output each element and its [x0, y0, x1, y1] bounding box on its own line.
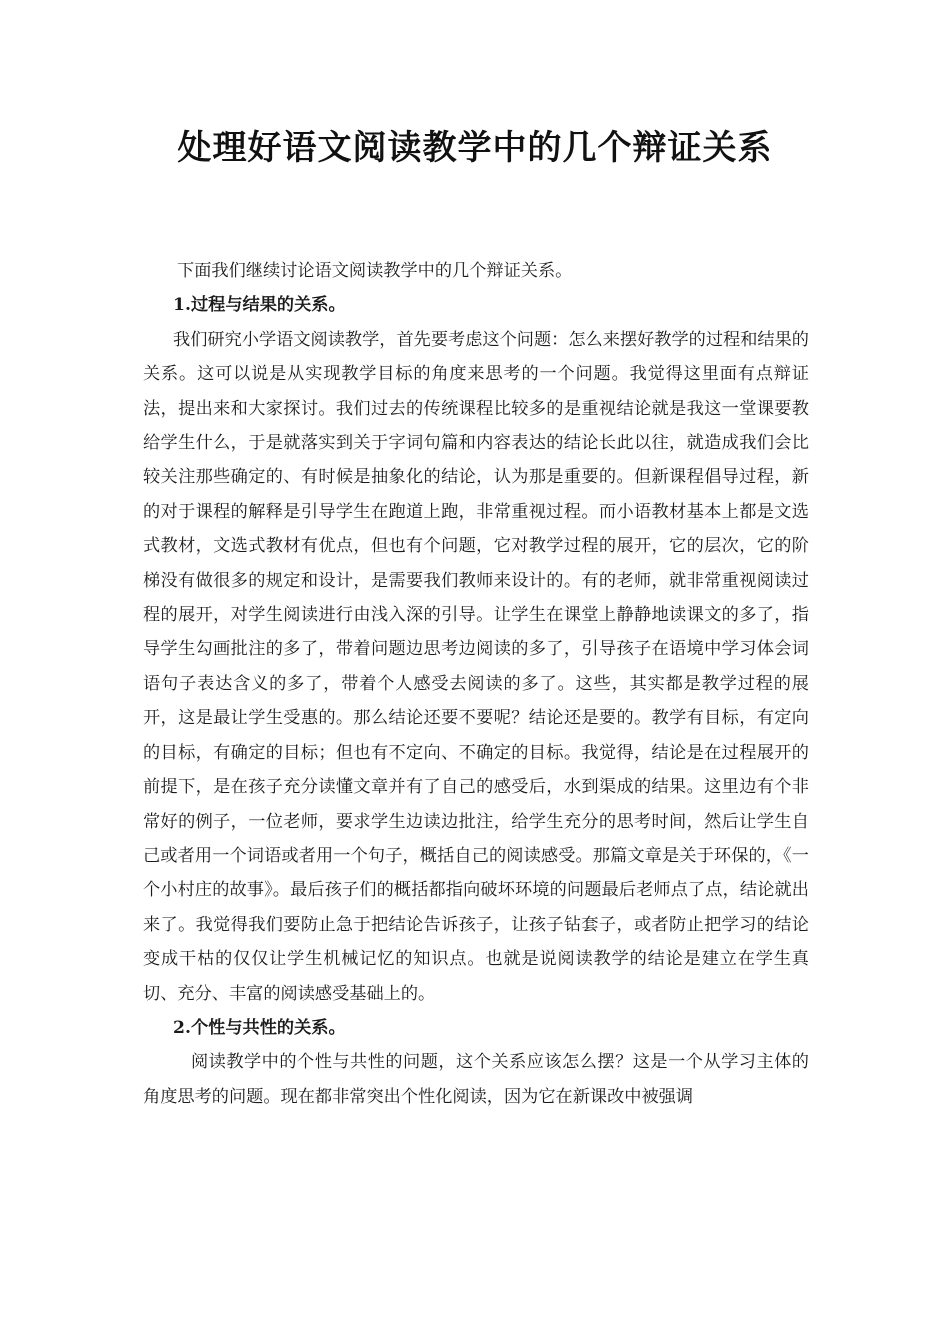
- section-heading-individuality-commonality: 2.个性与共性的关系。: [173, 1017, 346, 1038]
- section-heading-process-result: 1.过程与结果的关系。: [173, 295, 346, 316]
- document-body: [143, 254, 809, 1114]
- intro-paragraph: 下面我们继续讨论语文阅读教学中的几个辩证关系。: [177, 261, 573, 281]
- document-title: 处理好语文阅读教学中的几个辩证关系: [177, 128, 773, 168]
- section-body-process-result: 我们研究小学语文阅读教学，首先要考虑这个问题：怎么来摆好教学的过程和结果的关系。这可以说是从实现教学目标的角度来思考的一个问题。我觉得这里面有点辩证法，提出来和大家探讨。我们过去的传统课程比较多的是重视结论就是我这一堂课要教给学生什么，于是就落实到关于字词句篇和内容表达的结论长此以往，就造成我们会比较关注那些确定的、有时候是抽象化的结论，认为那是重要的。但新课程倡导过程，新的对于课程的解释是引导学生在跑道上跑，非常重视过程。而小语教材基本上都是文选式教材，文选式教材有优点，但也有个问题，它对教学过程的展开，它的层次，它的阶梯没有做很多的规定和设计，是需要我们教师来设计的。有的老师，就非常重视阅读过程的展开，对学生阅读进行由浅入深的引导。让学生在课堂上静静地读课文的多了，指导学生勾画批注的多了，带着问题边思考边阅读的多了，引导孩子在语境中学习体会词语句子表达含义的多了，带着个人感受去阅读的多了。这些，其实都是教学过程的展开，这是最让学生受惠的。那么结论还要不要呢？结论还是要的。教学有目标，有定向的目标，有确定的目标；但也有不定向、不确定的目标。我觉得，结论是在过程展开的前提下，是在孩子充分读懂文章并有了自己的感受后，水到渠成的结果。这里边有个非常好的例子，一位老师，要求学生边读边批注，给学生充分的思考时间，然后让学生自己或者用一个词语或者用一个句子，概括自己的阅读感受。那篇文章是关于环保的，《一个小村庄的故事》。最后孩子们的概括都指向破坏环境的问题最后老师点了点，结论就出来了。我觉得我们要防止急于把结论告诉孩子，让孩子钻套子，或者防止把学习的结论变成干枯的仅仅让学生机械记忆的知识点。也就是说阅读教学的结论是建立在学生真切、充分、丰富的阅读感受基础上的。: [143, 329, 809, 1004]
- section-body-individuality-commonality: 阅读教学中的个性与共性的问题，这个关系应该怎么摆？这是一个从学习主体的角度思考的问题。现在都非常突出个性化阅读，因为它在新课改中被强调: [143, 1052, 809, 1107]
